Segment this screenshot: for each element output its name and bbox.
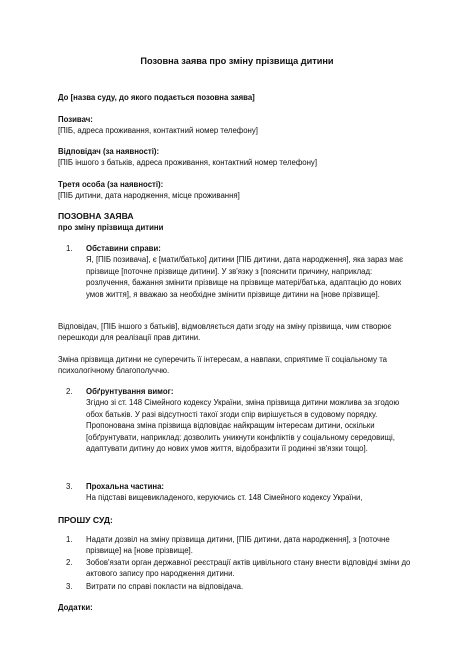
court-line: До [назва суду, до якого подається позовна заява] <box>58 93 255 102</box>
section-heading: Прохальна частина: <box>86 482 165 491</box>
ask-item <box>66 581 414 592</box>
section-number: 2. <box>66 387 73 396</box>
third-party-label: Третя особа (за наявності): <box>58 180 164 189</box>
claim-heading <box>58 210 418 233</box>
section-text: На підставі вищевикладеного, керуючись ст. 148 Сімейного кодексу України, <box>86 493 363 503</box>
section-circumstances <box>66 243 414 300</box>
section-number: 3. <box>66 482 73 491</box>
ask-court-title: ПРОШУ СУД: <box>58 515 113 525</box>
ask-number: 2. <box>66 558 73 567</box>
section-text: Згідно зі ст. 148 Сімейного кодексу України, зміна прізвища дитини можлива за згодою обох батьків. У разі відсутності такої згоди спір вирішується в судовому порядку. <box>86 398 400 419</box>
third-party-value: [ПІБ дитини, дата народження, місце проживання] <box>58 191 240 201</box>
plaintiff-label: Позивач: <box>58 115 93 124</box>
section-number: 1. <box>66 244 73 253</box>
third-party-section <box>58 179 418 202</box>
ask-number: 1. <box>66 535 73 544</box>
defendant-value: [ПІБ іншого з батьків, адреса проживання, контактний номер телефону] <box>58 158 317 168</box>
section-text: Пропонована зміна прізвища відповідає найкращим інтересам дитини, оскільки [обґрунтувати, наприклад: дозволить уникнути конфліктів у соціальному середовищі, адаптувати дитину до нових умов життя, відобразити її родинні зв'язки тощо]. <box>86 421 395 454</box>
ask-number: 3. <box>66 582 73 591</box>
paragraph-child-interest: Зміна прізвища дитини не суперечить її інтересам, а навпаки, сприятиме її соціальному та психологічному благополуччю. <box>58 355 388 376</box>
defendant-section <box>58 146 418 169</box>
ask-text: Витрати по справі покласти на відповідача. <box>86 582 244 591</box>
defendant-label: Відповідач (за наявності): <box>58 147 160 156</box>
ask-item <box>66 534 414 557</box>
section-request <box>66 481 414 504</box>
paragraph-defendant-refusal: Відповідач, [ПІБ іншого з батьків], відмовляється дати згоду на зміну прізвища, чим створює перешкоди для реалізації прав дитини. <box>58 322 392 343</box>
attachments-label: Додатки: <box>58 603 93 612</box>
section-heading: Обґрунтування вимог: <box>86 387 174 396</box>
section-grounds <box>66 386 414 454</box>
plaintiff-value: [ПІБ, адреса проживання, контактний номер телефону] <box>58 126 258 136</box>
ask-text: Зобов'язати орган державної реєстрації актів цивільного стану внести відповідні зміни до актового запису про народження дитини. <box>86 558 411 579</box>
section-heading: Обставини справи: <box>86 244 161 253</box>
section-text: Я, [ПІБ позивача], є [мати/батько] дитини [ПІБ дитини, дата народження], яка зараз має прізвище [поточне прізвище дитини]. У зв'язку з [пояснити причину, наприклад: розлучення, бажання змінити прізвище на прізвище матері/батька, адаптацію до нових умов життя], я вважаю за необхідне змінити прізвище дитини на [нове прізвище]. <box>86 255 404 299</box>
claim-title: ПОЗОВНА ЗАЯВА <box>58 211 134 221</box>
claim-subtitle: про зміну прізвища дитини <box>58 223 164 232</box>
document-title: Позовна заява про зміну прізвища дитини <box>140 56 334 66</box>
ask-text: Надати дозвіл на зміну прізвища дитини, [ПІБ дитини, дата народження], з [поточне прізвище] на [нове прізвище]. <box>86 535 390 556</box>
plaintiff-section <box>58 114 418 137</box>
ask-item <box>66 557 414 580</box>
